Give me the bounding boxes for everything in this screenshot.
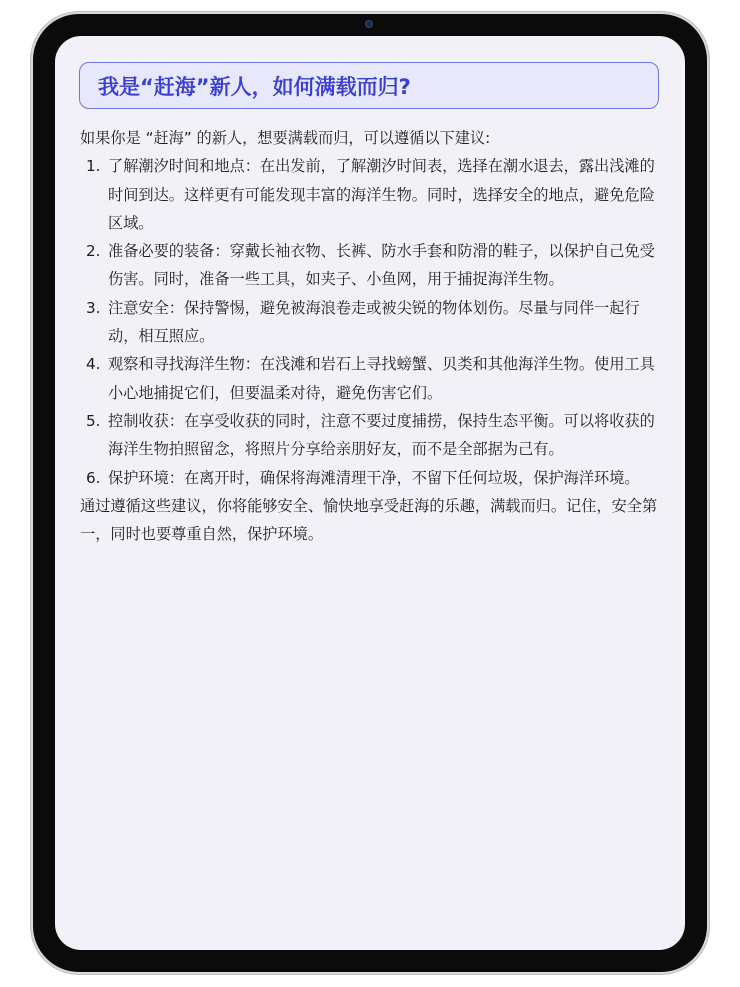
item-number: 3.: [86, 298, 101, 317]
item-number: 4.: [86, 355, 101, 374]
list-item: [80, 464, 666, 492]
conclusion-text: 通过遵循这些建议，你将能够安全、愉快地享受赶海的乐趣，满载而归。记住，安全第一，同时也要尊重自然，保护环境。: [80, 496, 658, 544]
list-item: [80, 237, 666, 294]
answer-content: [80, 124, 666, 548]
item-text: 控制收获：在享受收获的同时，注意不要过度捕捞，保持生态平衡。可以将收获的海洋生物拍照留念，将照片分享给亲朋好友，而不是全部据为己有。: [108, 411, 655, 459]
item-text: 保护环境：在离开时，确保将海滩清理干净，不留下任何垃圾，保护海洋环境。: [108, 468, 640, 487]
item-number: 6.: [86, 468, 101, 487]
list-item: [80, 350, 666, 407]
item-text: 注意安全：保持警惕，避免被海浪卷走或被尖锐的物体划伤。尽量与同伴一起行动，相互照应。: [108, 298, 640, 346]
item-number: 5.: [86, 411, 101, 430]
tablet-frame: [33, 14, 707, 972]
list-item: [80, 407, 666, 464]
page-title: 我是“赶海”新人，如何满载而归?: [98, 75, 411, 99]
screen: [55, 36, 685, 950]
item-number: 2.: [86, 242, 101, 261]
item-text: 准备必要的装备：穿戴长袖衣物、长裤、防水手套和防滑的鞋子，以保护自己免受伤害。同时，准备一些工具，如夹子、小鱼网，用于捕捉海洋生物。: [108, 242, 655, 289]
item-number: 1.: [86, 157, 101, 176]
item-text: 了解潮汐时间和地点：在出发前，了解潮汐时间表，选择在潮水退去，露出浅滩的时间到达。这样更有可能发现丰富的海洋生物。同时，选择安全的地点，避免危险区域。: [108, 157, 655, 232]
list-item: [80, 294, 666, 351]
suggestion-list: [80, 152, 666, 492]
title-box: [79, 62, 659, 109]
item-text: 观察和寻找海洋生物：在浅滩和岩石上寻找螃蟹、贝类和其他海洋生物。使用工具小心地捕捉它们，但要温柔对待，避免伤害它们。: [108, 355, 655, 402]
intro-text: 如果你是 “赶海” 的新人，想要满载而归，可以遵循以下建议:: [80, 129, 491, 147]
camera-dot: [365, 20, 373, 28]
list-item: [80, 152, 666, 237]
